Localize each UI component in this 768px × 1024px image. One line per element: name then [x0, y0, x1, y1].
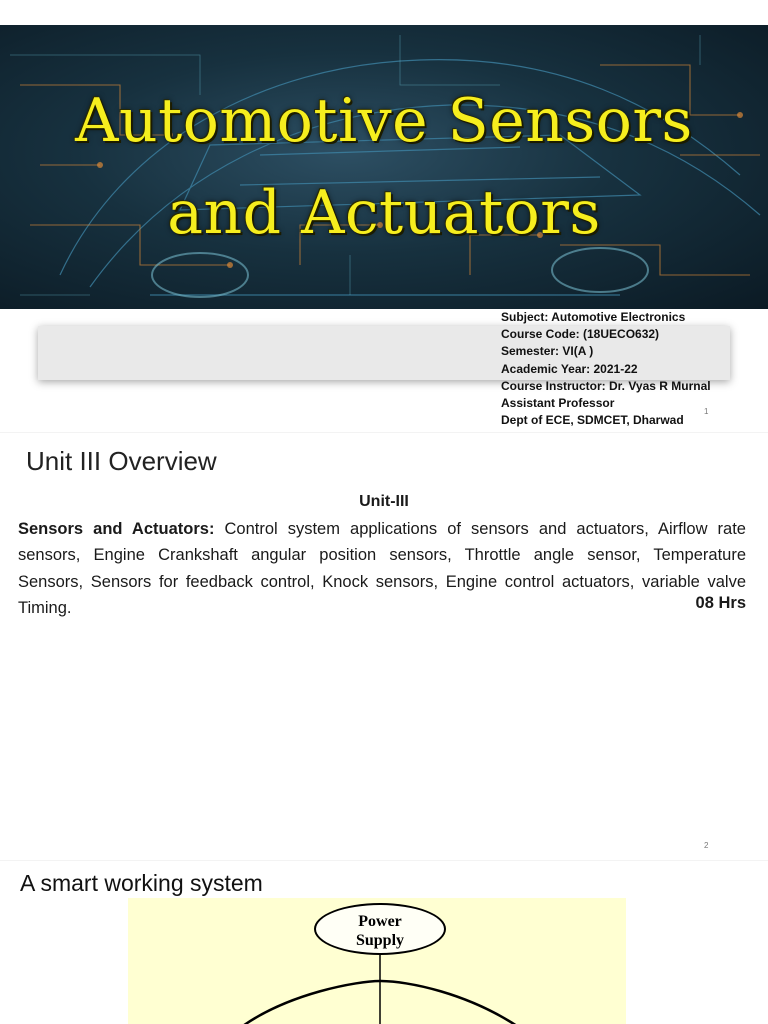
- slide-divider: [0, 432, 768, 433]
- page-number-1: 1: [704, 407, 709, 416]
- info-academic-year: Academic Year: 2021-22: [501, 361, 638, 376]
- presentation-title: [0, 75, 768, 259]
- title-line-1: Automotive Sensors: [75, 86, 693, 156]
- title-line-2: and Actuators: [167, 178, 601, 248]
- info-subject: Subject: Automotive Electronics: [501, 310, 686, 324]
- page-number-2: 2: [704, 841, 709, 850]
- unit-hours: 08 Hrs: [695, 594, 746, 612]
- power-label-line-2: Supply: [355, 932, 405, 949]
- syllabus-body: Control system applications of sensors and actuators, Airflow rate sensors, Engine Crankshaft angular position sensors, Throttle angle sensor, Temperature Sensors, Sensors for feedback control, Knock sensors, Engine control actuators, variable valve Timing.: [18, 520, 746, 617]
- unit-title: Unit-III: [359, 493, 409, 510]
- power-label-line-1: Power: [358, 913, 402, 930]
- syllabus-lead: Sensors and Actuators:: [18, 520, 215, 538]
- info-instructor: Course Instructor: Dr. Vyas R Murnal: [501, 378, 711, 393]
- info-course-code: Course Code: (18UECO632): [501, 327, 660, 342]
- slide-divider: [0, 860, 768, 861]
- smart-system-diagram: [128, 898, 626, 1024]
- info-semester: Semester: VI(A ): [501, 344, 594, 359]
- info-department: Dept of ECE, SDMCET, Dharwad: [501, 413, 684, 428]
- smart-system-heading: A smart working system: [20, 870, 263, 896]
- syllabus-paragraph: [18, 516, 746, 621]
- title-banner: [0, 25, 768, 309]
- unit-overview-heading: Unit III Overview: [26, 446, 217, 476]
- info-designation: Assistant Professor: [501, 396, 615, 411]
- power-supply-label: [314, 912, 446, 950]
